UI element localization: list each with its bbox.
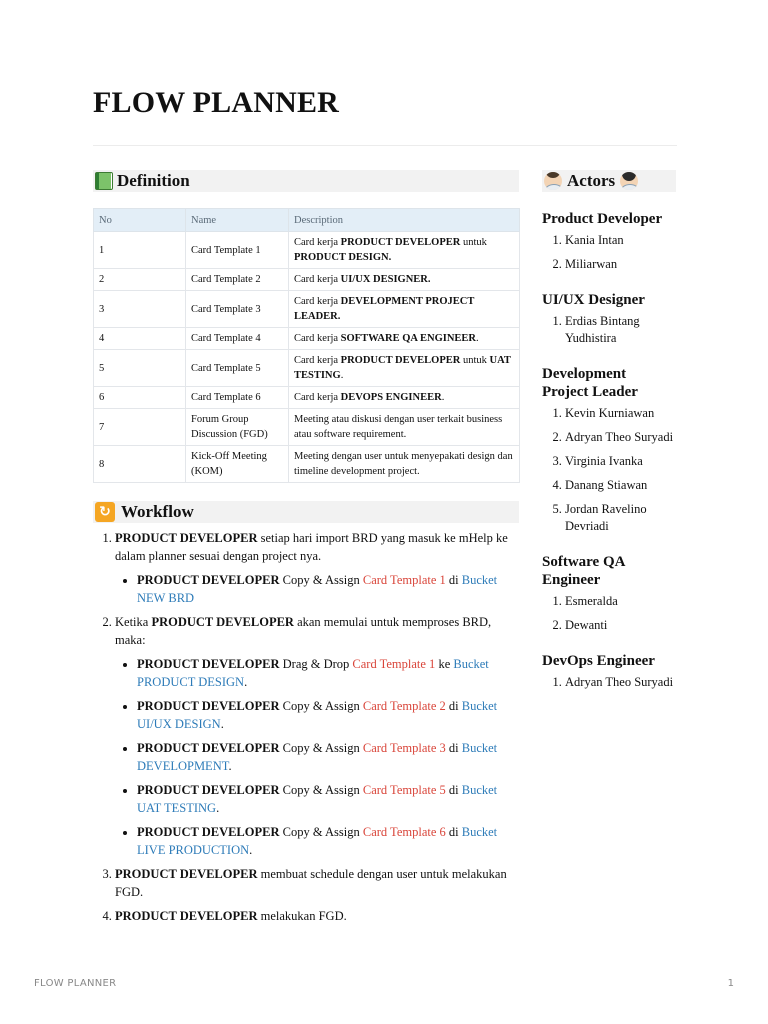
punct: . <box>216 801 220 815</box>
table-row <box>94 446 520 483</box>
card-ref: Card Template 6 <box>362 825 446 839</box>
desc-text: Card kerja <box>294 355 341 366</box>
role-text: PRODUCT DEVELOPER <box>137 699 280 713</box>
punct: . <box>228 759 232 773</box>
role-title: UI/UX Designer <box>542 292 645 308</box>
title-divider <box>93 145 677 146</box>
action-text: di <box>445 699 462 713</box>
list-item: 2. Miliarwan <box>565 256 676 273</box>
list-item: 1. Adryan Theo Suryadi <box>565 674 676 691</box>
definition-heading-label: Definition <box>117 171 190 190</box>
cell-description <box>289 291 520 328</box>
role-title: Product Developer <box>542 211 663 227</box>
step-text: akan memulai untuk memproses BRD, maka: <box>115 615 492 647</box>
list-item <box>137 781 519 817</box>
list-item: 5. Jordan Ravelino Devriadi <box>565 501 676 535</box>
cell-no: 3 <box>94 291 186 328</box>
list-item <box>115 907 519 925</box>
list-item: 2. Adryan Theo Suryadi <box>565 429 676 446</box>
role-text: PRODUCT DEVELOPER <box>115 867 258 881</box>
actor-roles <box>542 210 676 691</box>
desc-role: PRODUCT DEVELOPER <box>340 355 461 366</box>
bucket-ref: Bucket UAT TESTING <box>137 783 498 815</box>
role-title: Development Project Leader <box>542 366 638 400</box>
actor-list <box>542 593 676 634</box>
footer-label: FLOW PLANNER <box>34 978 117 989</box>
actors-heading-label: Actors <box>567 171 616 190</box>
cell-name: Card Template 1 <box>186 232 289 269</box>
repeat-icon: ↻ <box>95 502 115 522</box>
workflow-steps <box>93 529 519 925</box>
desc-text: Card kerja <box>294 237 341 248</box>
list-item <box>115 865 519 901</box>
punct: . <box>220 717 224 731</box>
role-text: PRODUCT DEVELOPER <box>115 909 258 923</box>
list-item: 2. Dewanti <box>565 617 676 634</box>
action-text: Drag & Drop <box>279 657 353 671</box>
action-text: di <box>445 783 462 797</box>
cell-name: Kick-Off Meeting (KOM) <box>186 446 289 483</box>
definition-table <box>93 208 520 483</box>
cell-no: 2 <box>94 269 186 291</box>
action-text: Copy & Assign <box>279 699 363 713</box>
cell-no: 8 <box>94 446 186 483</box>
green-book-icon <box>95 172 113 190</box>
sub-steps <box>115 571 519 607</box>
desc-role: SOFTWARE QA ENGINEER <box>340 333 477 344</box>
sub-steps <box>115 655 519 859</box>
card-ref: Card Template 5 <box>362 783 446 797</box>
bucket-ref: Bucket PRODUCT DESIGN <box>137 657 489 689</box>
cell-description <box>289 387 520 409</box>
list-item <box>137 655 519 691</box>
action-text: Copy & Assign <box>279 783 363 797</box>
cell-name: Forum Group Discussion (FGD) <box>186 409 289 446</box>
action-text: Copy & Assign <box>279 825 363 839</box>
bucket-ref: Bucket DEVELOPMENT <box>137 741 498 773</box>
list-item: 4. Danang Stiawan <box>565 477 676 494</box>
list-item <box>137 571 519 607</box>
list-item <box>137 697 519 733</box>
actors-column <box>542 170 676 698</box>
cell-name: Card Template 3 <box>186 291 289 328</box>
bucket-ref: Bucket LIVE PRODUCTION <box>137 825 498 857</box>
action-text: Copy & Assign <box>279 573 363 587</box>
table-header-row <box>94 209 520 232</box>
role-text: PRODUCT DEVELOPER <box>137 657 280 671</box>
action-text: di <box>445 573 462 587</box>
cell-name: Card Template 6 <box>186 387 289 409</box>
action-text: ke <box>435 657 454 671</box>
desc-text: . <box>476 333 479 344</box>
desc-role: UI/UX DESIGNER. <box>340 274 431 285</box>
list-item <box>137 739 519 775</box>
desc-text: Card kerja <box>294 274 341 285</box>
table-row <box>94 387 520 409</box>
cell-description <box>289 350 520 387</box>
desc-target: PRODUCT DESIGN. <box>294 252 392 263</box>
page-number: 1 <box>727 978 734 989</box>
actors-heading <box>542 170 676 192</box>
table-row <box>94 409 520 446</box>
desc-text: Card kerja <box>294 333 341 344</box>
actor-list <box>542 313 676 347</box>
column-header-description: Description <box>289 209 520 232</box>
desc-role: DEVOPS ENGINEER <box>340 392 442 403</box>
action-text: di <box>445 741 462 755</box>
card-ref: Card Template 1 <box>352 657 436 671</box>
role-text: PRODUCT DEVELOPER <box>137 741 280 755</box>
cell-no: 7 <box>94 409 186 446</box>
role-text: PRODUCT DEVELOPER <box>115 531 258 545</box>
desc-text: . <box>340 370 344 381</box>
cell-no: 6 <box>94 387 186 409</box>
left-column <box>93 170 519 931</box>
role-text: PRODUCT DEVELOPER <box>137 573 280 587</box>
list-item: 1. Kevin Kurniawan <box>565 405 676 422</box>
cell-no: 4 <box>94 328 186 350</box>
table-row <box>94 269 520 291</box>
role-text: PRODUCT DEVELOPER <box>151 615 294 629</box>
cell-description <box>289 269 520 291</box>
desc-text: untuk <box>460 237 487 248</box>
step-text: Ketika <box>115 615 152 629</box>
man-technologist-icon <box>544 172 562 190</box>
role-text: PRODUCT DEVELOPER <box>137 783 280 797</box>
desc-text: untuk <box>460 355 490 366</box>
actor-list <box>542 674 676 691</box>
cell-description: Meeting dengan user untuk menyepakati design dan timeline development project. <box>289 446 520 483</box>
cell-name: Card Template 4 <box>186 328 289 350</box>
list-item <box>137 823 519 859</box>
desc-role: DEVELOPMENT PROJECT LEADER. <box>294 296 475 322</box>
table-row <box>94 328 520 350</box>
list-item <box>115 529 519 607</box>
desc-target: UAT TESTING <box>294 355 511 381</box>
table-row <box>94 350 520 387</box>
cell-description <box>289 232 520 269</box>
cell-name: Card Template 2 <box>186 269 289 291</box>
workflow-section <box>93 501 519 925</box>
column-header-no: No <box>94 209 186 232</box>
cell-description: Meeting atau diskusi dengan user terkait business atau software requirement. <box>289 409 520 446</box>
punct: . <box>249 843 253 857</box>
workflow-heading <box>93 501 519 523</box>
bucket-ref: Bucket NEW BRD <box>137 573 498 605</box>
actor-list <box>542 232 676 273</box>
punct: . <box>244 675 248 689</box>
actor-list <box>542 405 676 535</box>
woman-technologist-icon <box>620 172 638 190</box>
workflow-heading-label: Workflow <box>121 502 194 521</box>
action-text: di <box>445 825 462 839</box>
role-title: Software QA Engineer <box>542 554 625 588</box>
bucket-ref: Bucket UI/UX DESIGN <box>137 699 498 731</box>
page-title: FLOW PLANNER <box>93 86 340 119</box>
cell-no: 5 <box>94 350 186 387</box>
table-row <box>94 232 520 269</box>
column-header-name: Name <box>186 209 289 232</box>
card-ref: Card Template 1 <box>362 573 446 587</box>
card-ref: Card Template 2 <box>362 699 446 713</box>
definition-heading <box>93 170 519 192</box>
role-title: DevOps Engineer <box>542 653 655 669</box>
step-text: membuat schedule dengan user untuk melakukan FGD. <box>115 867 507 899</box>
cell-no: 1 <box>94 232 186 269</box>
list-item: 3. Virginia Ivanka <box>565 453 676 470</box>
cell-name: Card Template 5 <box>186 350 289 387</box>
step-text: setiap hari import BRD yang masuk ke mHelp ke dalam planner sesuai dengan project nya. <box>115 531 508 563</box>
list-item: 1. Kania Intan <box>565 232 676 249</box>
step-text: melakukan FGD. <box>257 909 347 923</box>
desc-role: PRODUCT DEVELOPER <box>340 237 461 248</box>
card-ref: Card Template 3 <box>362 741 446 755</box>
list-item: 1. Erdias Bintang Yudhistira <box>565 313 676 347</box>
list-item: 1. Esmeralda <box>565 593 676 610</box>
cell-description <box>289 328 520 350</box>
desc-text: Card kerja <box>294 296 341 307</box>
desc-text: . <box>441 392 445 403</box>
action-text: Copy & Assign <box>279 741 363 755</box>
list-item <box>115 613 519 859</box>
desc-text: Card kerja <box>294 392 341 403</box>
role-text: PRODUCT DEVELOPER <box>137 825 280 839</box>
table-row <box>94 291 520 328</box>
